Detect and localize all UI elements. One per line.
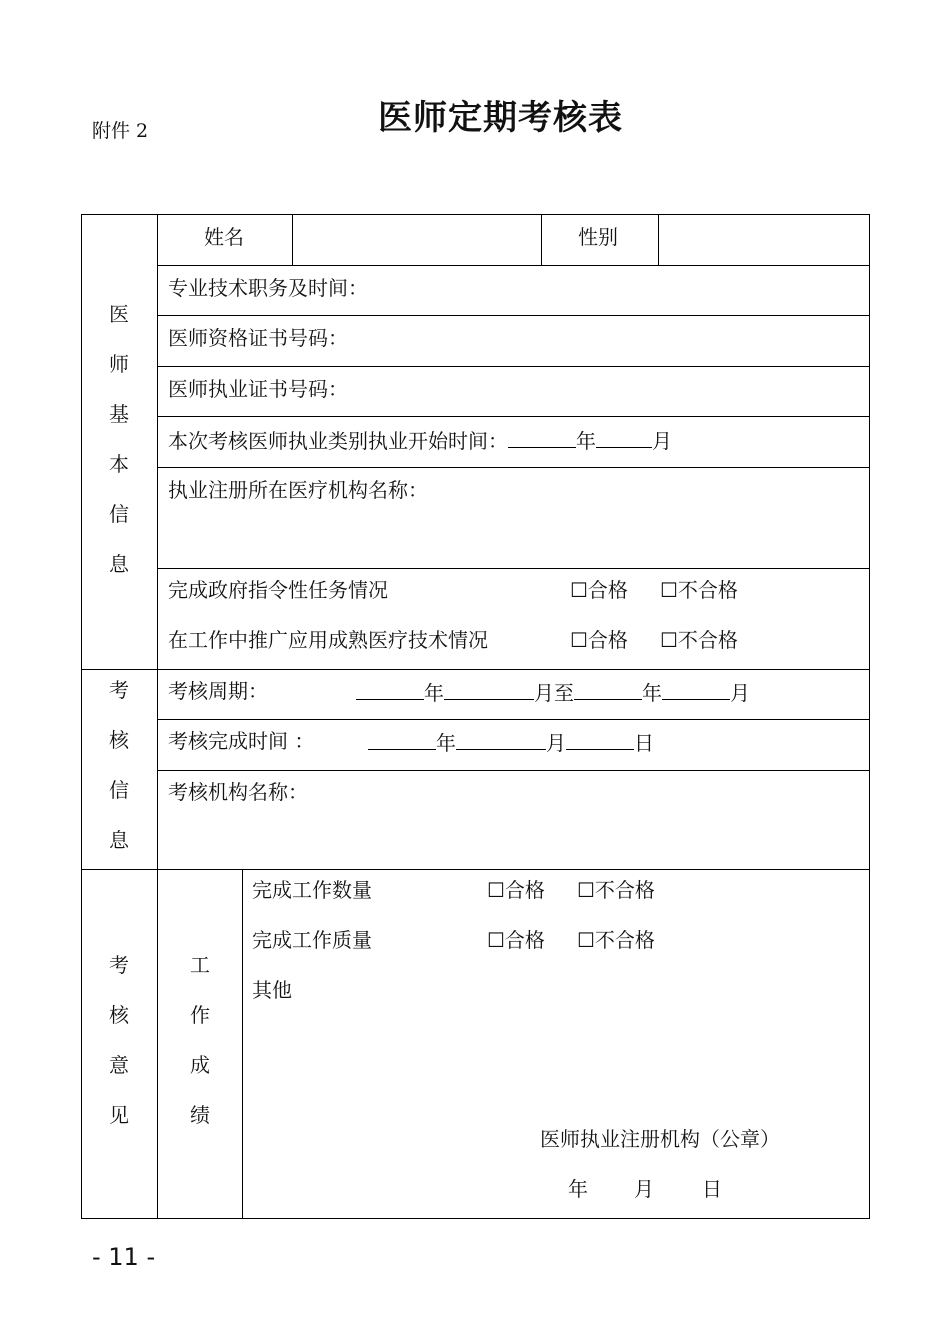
table-border-right	[869, 214, 870, 1219]
start-year-blank[interactable]	[508, 427, 576, 448]
section-label-char: 见	[109, 1103, 129, 1127]
year-unit: 年	[436, 731, 456, 755]
start-time-label: 本次考核医师执业类别执业开始时间：	[168, 429, 508, 453]
period-start-month-blank[interactable]	[444, 679, 534, 700]
tech-promo-pass-checkbox[interactable]: ☐合格	[570, 628, 628, 652]
section-label-char: 信	[109, 502, 129, 526]
section-label-char: 考	[109, 678, 129, 702]
seal-date-day: 日	[702, 1177, 722, 1201]
tech-promo-label: 在工作中推广应用成熟医疗技术情况	[168, 628, 488, 652]
month-unit: 月	[652, 429, 672, 453]
complete-time-label: 考核完成时间 ：	[168, 729, 315, 753]
name-field[interactable]	[294, 216, 540, 264]
row-line	[157, 315, 869, 316]
period-label: 考核周期：	[168, 679, 268, 703]
section-label-char: 师	[109, 352, 129, 376]
section-label-char: 工	[190, 953, 210, 977]
row-line	[157, 719, 869, 720]
work-quality-pass-checkbox[interactable]: ☐合格	[487, 928, 545, 952]
table-border-left	[81, 214, 82, 1219]
section-label-exam-info	[104, 665, 134, 865]
month-unit: 月	[730, 681, 750, 705]
gov-task-pass-checkbox[interactable]: ☐合格	[570, 578, 628, 602]
complete-day-blank[interactable]	[566, 729, 634, 750]
work-quantity-pass-checkbox[interactable]: ☐合格	[487, 878, 545, 902]
row-line	[157, 770, 869, 771]
work-results-divider	[242, 869, 243, 1219]
seal-date-year: 年	[568, 1177, 588, 1201]
section-label-char: 本	[109, 452, 129, 476]
start-time-row	[168, 427, 672, 453]
gender-label: 性别	[578, 225, 618, 249]
section-label-char: 绩	[190, 1103, 210, 1127]
row-line	[157, 568, 869, 569]
period-start-year-blank[interactable]	[356, 679, 424, 700]
work-quality-label: 完成工作质量	[252, 928, 372, 952]
license-label: 医师执业证书号码：	[168, 377, 348, 401]
attachment-label: 附件 2	[92, 120, 149, 142]
section-divider	[81, 669, 870, 670]
year-unit: 年	[576, 429, 596, 453]
period-end-year-blank[interactable]	[574, 679, 642, 700]
work-quality-fail-checkbox[interactable]: ☐不合格	[577, 928, 655, 952]
period-end-month-blank[interactable]	[662, 679, 730, 700]
row-line	[157, 366, 869, 367]
title-time-label: 专业技术职务及时间：	[168, 276, 368, 300]
complete-time-row	[368, 729, 654, 755]
section-label-opinion	[104, 940, 134, 1140]
table-border-bottom	[81, 1218, 870, 1219]
row-line	[157, 265, 869, 266]
section-label-work-results	[185, 940, 215, 1140]
section-label-char: 核	[109, 728, 129, 752]
section-label-basic-info	[104, 289, 134, 589]
row-line	[157, 467, 869, 468]
year-unit: 年	[642, 681, 662, 705]
seal-date-month: 月	[634, 1177, 654, 1201]
section-label-char: 作	[190, 1003, 210, 1027]
section-label-char: 息	[109, 552, 129, 576]
gender-field[interactable]	[660, 216, 868, 264]
seal-label: 医师执业注册机构（公章）	[540, 1127, 780, 1151]
month-to-unit: 月至	[534, 681, 574, 705]
day-unit: 日	[634, 731, 654, 755]
qualification-label: 医师资格证书号码：	[168, 326, 348, 350]
period-row	[356, 679, 750, 705]
gender-cell-divider	[658, 214, 659, 265]
table-border-top	[81, 214, 870, 215]
work-quantity-fail-checkbox[interactable]: ☐不合格	[577, 878, 655, 902]
agency-label: 考核机构名称：	[168, 780, 308, 804]
section-label-char: 基	[109, 402, 129, 426]
name-cell-divider	[292, 214, 293, 265]
institution-label: 执业注册所在医疗机构名称：	[168, 478, 428, 502]
gov-task-label: 完成政府指令性任务情况	[168, 578, 388, 602]
start-month-blank[interactable]	[596, 427, 652, 448]
section-label-char: 医	[109, 302, 129, 326]
work-quantity-label: 完成工作数量	[252, 878, 372, 902]
section-label-char: 意	[109, 1053, 129, 1077]
section-label-char: 信	[109, 778, 129, 802]
section-label-char: 考	[109, 953, 129, 977]
name-label: 姓名	[204, 225, 244, 249]
complete-year-blank[interactable]	[368, 729, 436, 750]
section-divider	[81, 869, 870, 870]
year-unit: 年	[424, 681, 444, 705]
section-label-char: 核	[109, 1003, 129, 1027]
month-unit: 月	[546, 731, 566, 755]
section-label-char: 息	[109, 828, 129, 852]
page-number: - 11 -	[92, 1243, 156, 1271]
section-label-char: 成	[190, 1053, 210, 1077]
page-title: 医师定期考核表	[378, 98, 623, 138]
other-label: 其他	[252, 978, 292, 1002]
tech-promo-fail-checkbox[interactable]: ☐不合格	[660, 628, 738, 652]
complete-month-blank[interactable]	[456, 729, 546, 750]
row-line	[157, 416, 869, 417]
name-value-divider	[541, 214, 542, 265]
gov-task-fail-checkbox[interactable]: ☐不合格	[660, 578, 738, 602]
section-column-divider	[157, 214, 158, 1219]
